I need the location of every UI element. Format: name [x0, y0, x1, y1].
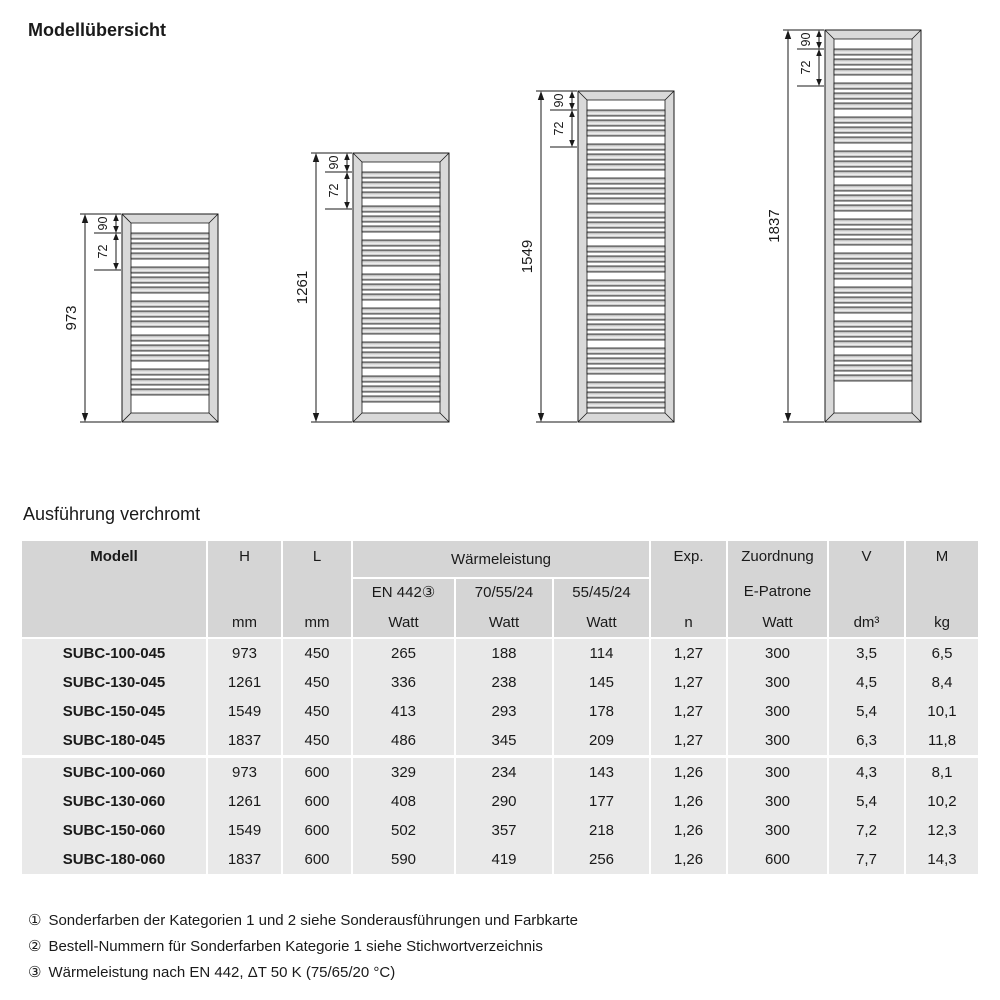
value-cell: 1,26 [650, 816, 727, 845]
value-cell: 419 [455, 845, 553, 874]
value-cell: 4,5 [828, 668, 905, 697]
value-cell: 7,2 [828, 816, 905, 845]
footnotes [28, 908, 578, 986]
value-cell: 5,4 [828, 697, 905, 726]
value-cell: 1261 [207, 668, 282, 697]
table-row [22, 697, 978, 726]
col-header-m: M [905, 541, 978, 605]
value-cell: 6,3 [828, 726, 905, 757]
value-cell: 290 [455, 787, 553, 816]
table-row [22, 816, 978, 845]
value-cell: 209 [553, 726, 650, 757]
footnote-marker: ② [28, 938, 42, 955]
value-cell: 1,27 [650, 668, 727, 697]
value-cell: 1,27 [650, 697, 727, 726]
value-cell: 300 [727, 638, 828, 668]
value-cell: 12,3 [905, 816, 978, 845]
unit-watt: Watt [455, 605, 553, 638]
col-header-l: L [282, 541, 352, 605]
value-cell: 336 [352, 668, 455, 697]
value-cell: 357 [455, 816, 553, 845]
value-cell: 1,26 [650, 757, 727, 788]
value-cell: 300 [727, 668, 828, 697]
radiator-drawing [766, 30, 921, 422]
value-cell: 218 [553, 816, 650, 845]
value-cell: 600 [282, 816, 352, 845]
col-header-waermeleistung: Wärmeleistung [352, 541, 650, 578]
value-cell: 300 [727, 697, 828, 726]
value-cell: 1549 [207, 816, 282, 845]
model-cell: SUBC-180-045 [22, 726, 207, 757]
dimension-label: 1261 [294, 270, 311, 305]
value-cell: 590 [352, 845, 455, 874]
value-cell: 973 [207, 757, 282, 788]
value-cell: 11,8 [905, 726, 978, 757]
col-header-exp: Exp. [650, 541, 727, 605]
col-header-modell: Modell [22, 541, 207, 638]
dimension-label: 1837 [766, 209, 783, 243]
footnote-marker: ① [28, 912, 42, 929]
col-header-zuordnung: Zuordnung [727, 541, 828, 578]
dimension-label: 90 [799, 32, 813, 47]
table-row [22, 726, 978, 757]
value-cell: 1837 [207, 845, 282, 874]
radiator-drawing [519, 91, 674, 422]
value-cell: 143 [553, 757, 650, 788]
unit-watt: Watt [553, 605, 650, 638]
col-header-v: V [828, 541, 905, 605]
model-cell: SUBC-130-045 [22, 668, 207, 697]
dimension-label: 1549 [519, 239, 536, 274]
value-cell: 345 [455, 726, 553, 757]
value-cell: 5,4 [828, 787, 905, 816]
unit-mm: mm [282, 605, 352, 638]
value-cell: 114 [553, 638, 650, 668]
value-cell: 188 [455, 638, 553, 668]
value-cell: 6,5 [905, 638, 978, 668]
model-cell: SUBC-150-060 [22, 816, 207, 845]
value-cell: 502 [352, 816, 455, 845]
value-cell: 1,27 [650, 726, 727, 757]
header-row-labels [22, 541, 978, 578]
footnote-text: Bestell-Nummern für Sonderfarben Kategorie 1 siehe Stichwortverzeichnis [48, 938, 543, 955]
value-cell: 1261 [207, 787, 282, 816]
value-cell: 265 [352, 638, 455, 668]
dimension-label: 72 [552, 121, 566, 136]
value-cell: 177 [553, 787, 650, 816]
value-cell: 1,27 [650, 638, 727, 668]
dimension-label: 72 [96, 244, 110, 259]
table-row [22, 787, 978, 816]
value-cell: 1837 [207, 726, 282, 757]
value-cell: 8,1 [905, 757, 978, 788]
footnote-text: Wärmeleistung nach EN 442, ΔT 50 K (75/65/20 °C) [48, 964, 396, 981]
footnote [28, 960, 578, 986]
value-cell: 450 [282, 726, 352, 757]
value-cell: 10,2 [905, 787, 978, 816]
table-row [22, 845, 978, 874]
value-cell: 329 [352, 757, 455, 788]
col-header-70-55-24: 70/55/24 [455, 578, 553, 605]
unit-watt: Watt [727, 605, 828, 638]
unit-mm: mm [207, 605, 282, 638]
radiator-drawing [63, 214, 218, 422]
dimension-label: 90 [552, 93, 566, 108]
value-cell: 10,1 [905, 697, 978, 726]
footnote-marker: ③ [28, 964, 42, 981]
value-cell: 1,26 [650, 787, 727, 816]
value-cell: 600 [282, 757, 352, 788]
value-cell: 300 [727, 816, 828, 845]
value-cell: 450 [282, 697, 352, 726]
model-cell: SUBC-150-045 [22, 697, 207, 726]
value-cell: 450 [282, 668, 352, 697]
value-cell: 7,7 [828, 845, 905, 874]
value-cell: 8,4 [905, 668, 978, 697]
value-cell: 3,5 [828, 638, 905, 668]
value-cell: 973 [207, 638, 282, 668]
dimension-label: 90 [96, 216, 110, 231]
table-row [22, 638, 978, 668]
radiator-drawing [294, 153, 449, 422]
value-cell: 600 [727, 845, 828, 874]
spec-table-header [22, 541, 978, 638]
model-cell: SUBC-180-060 [22, 845, 207, 874]
unit-dm3: dm³ [828, 605, 905, 638]
footnote [28, 934, 578, 960]
spec-table [22, 541, 978, 874]
value-cell: 300 [727, 757, 828, 788]
model-cell: SUBC-130-060 [22, 787, 207, 816]
radiator-drawings [0, 0, 1000, 490]
table-row [22, 757, 978, 788]
value-cell: 300 [727, 787, 828, 816]
value-cell: 1,26 [650, 845, 727, 874]
footnote-text: Sonderfarben der Kategorien 1 und 2 siehe Sonderausführungen und Farbkarte [48, 912, 578, 929]
value-cell: 300 [727, 726, 828, 757]
value-cell: 14,3 [905, 845, 978, 874]
dimension-label: 72 [327, 183, 341, 198]
value-cell: 256 [553, 845, 650, 874]
col-header-55-45-24: 55/45/24 [553, 578, 650, 605]
value-cell: 486 [352, 726, 455, 757]
value-cell: 450 [282, 638, 352, 668]
value-cell: 4,3 [828, 757, 905, 788]
col-header-e-patrone: E-Patrone [727, 578, 828, 605]
value-cell: 600 [282, 845, 352, 874]
value-cell: 234 [455, 757, 553, 788]
dimension-label: 72 [799, 60, 813, 75]
value-cell: 1549 [207, 697, 282, 726]
model-cell: SUBC-100-045 [22, 638, 207, 668]
value-cell: 408 [352, 787, 455, 816]
unit-watt: Watt [352, 605, 455, 638]
model-cell: SUBC-100-060 [22, 757, 207, 788]
value-cell: 600 [282, 787, 352, 816]
section-title: Ausführung verchromt [23, 504, 201, 524]
dimension-label: 973 [63, 305, 80, 331]
unit-kg: kg [905, 605, 978, 638]
value-cell: 293 [455, 697, 553, 726]
table-row [22, 668, 978, 697]
spec-table-body [22, 638, 978, 874]
value-cell: 238 [455, 668, 553, 697]
page-title: Modellübersicht [28, 20, 167, 40]
dimension-label: 90 [327, 155, 341, 170]
value-cell: 145 [553, 668, 650, 697]
value-cell: 413 [352, 697, 455, 726]
col-header-en442: EN 442③ [352, 578, 455, 605]
col-header-h: H [207, 541, 282, 605]
footnote [28, 908, 578, 934]
value-cell: 178 [553, 697, 650, 726]
unit-n: n [650, 605, 727, 638]
